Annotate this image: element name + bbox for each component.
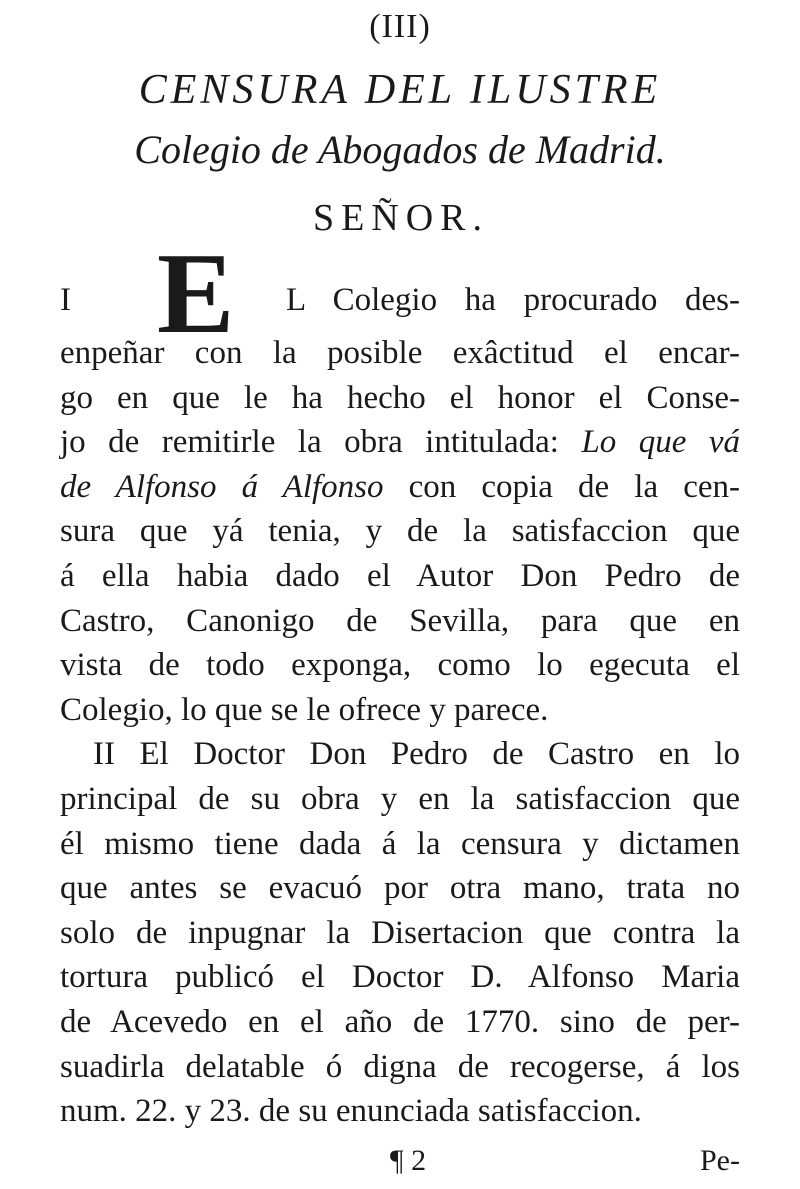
text-line: Colegio, lo que se le ofrece y parece. (60, 691, 549, 728)
page-title: CENSURA DEL ILUSTRE (138, 67, 662, 113)
text-line: de Acevedo en el año de 1770. sino de per- (60, 1004, 740, 1040)
italic-title: de Alfonso á Alfonso (60, 468, 384, 505)
drop-cap: E (157, 230, 235, 358)
text-line-segment: con copia de la cen- (408, 468, 740, 505)
text-line: él mismo tiene dada á la censura y dictamen (60, 825, 740, 862)
catchword: Pe- (700, 1143, 740, 1177)
text-line-segment: L Colegio ha procurado des- (286, 282, 740, 318)
section-number: I (60, 282, 71, 318)
text-line: II El Doctor Don Pedro de Castro en lo (93, 736, 740, 773)
text-line: que antes se evacuó por otra mano, trata no (60, 870, 740, 907)
text-line: á ella habia dado el Autor Don Pedro de (60, 558, 740, 594)
page-subtitle: Colegio de Abogados de Madrid. (134, 127, 666, 172)
text-line: num. 22. y 23. de su enunciada satisfaccion. (60, 1093, 642, 1130)
salutation: SEÑOR. (312, 197, 490, 239)
text-line: Castro, Canonigo de Sevilla, para que en (60, 602, 740, 639)
italic-title: Lo que vá (581, 424, 741, 461)
text-line: enpeñar con la posible exâctitud el encar- (60, 335, 740, 371)
text-line-segment: jo de remitirle la obra intitulada: (60, 424, 559, 461)
page-number: (III) (369, 8, 431, 45)
text-line: tortura publicó el Doctor D. Alfonso Maria (60, 959, 740, 996)
text-line: suadirla delatable ó digna de recogerse, á los (60, 1048, 740, 1085)
text-line: go en que le ha hecho el honor el Conse- (60, 379, 740, 416)
text-line: vista de todo exponga, como lo egecuta el (60, 647, 740, 684)
text-line: sura que yá tenia, y de la satisfaccion que (60, 513, 740, 550)
text-line: solo de inpugnar la Disertacion que contra la (60, 914, 740, 951)
signature-mark: ¶ 2 (390, 1143, 427, 1177)
text-line: principal de su obra y en la satisfaccion que (60, 781, 740, 817)
